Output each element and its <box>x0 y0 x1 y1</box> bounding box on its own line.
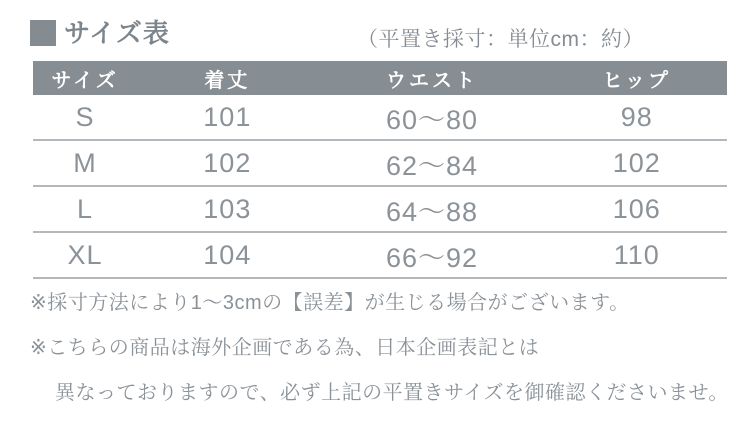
cell-hip: 98 <box>547 95 727 140</box>
cell-size: S <box>33 95 137 140</box>
cell-waist: 62〜84 <box>318 140 547 186</box>
col-header-hip: ヒップ <box>547 61 727 95</box>
table-row-xl <box>33 232 727 278</box>
cell-length: 104 <box>137 232 317 278</box>
cell-hip: 102 <box>547 140 727 186</box>
cell-hip: 106 <box>547 186 727 232</box>
size-table <box>33 61 727 279</box>
page-title <box>30 19 170 47</box>
cell-length: 102 <box>137 140 317 186</box>
table-row-m <box>33 140 727 186</box>
cell-waist: 66〜92 <box>318 232 547 278</box>
measurement-unit-note: （平置き採寸：単位cm：約） <box>357 28 644 51</box>
note-measurement-error: ※採寸方法により1〜3cmの【誤差】が生じる場合がございます。 <box>30 292 630 314</box>
cell-waist: 64〜88 <box>318 186 547 232</box>
page-title-text: サイズ表 <box>64 18 170 48</box>
cell-size: L <box>33 186 137 232</box>
cell-size: M <box>33 140 137 186</box>
table-header-row <box>33 61 727 95</box>
col-header-size: サイズ <box>33 61 137 95</box>
col-header-length: 着丈 <box>137 61 317 95</box>
cell-length: 103 <box>137 186 317 232</box>
table-row-l <box>33 186 727 232</box>
footer-notes <box>30 291 729 426</box>
square-bullet-icon <box>30 20 56 46</box>
note-check-size: 異なっておりますので、必ず上記の平置きサイズを御確認くださいませ。 <box>55 382 729 404</box>
cell-waist: 60〜80 <box>318 95 547 140</box>
note-overseas-product: ※こちらの商品は海外企画である為、日本企画表記とは <box>30 337 540 359</box>
table-row-s <box>33 95 727 140</box>
cell-hip: 110 <box>547 232 727 278</box>
cell-length: 101 <box>137 95 317 140</box>
col-header-waist: ウエスト <box>318 61 547 95</box>
cell-size: XL <box>33 232 137 278</box>
